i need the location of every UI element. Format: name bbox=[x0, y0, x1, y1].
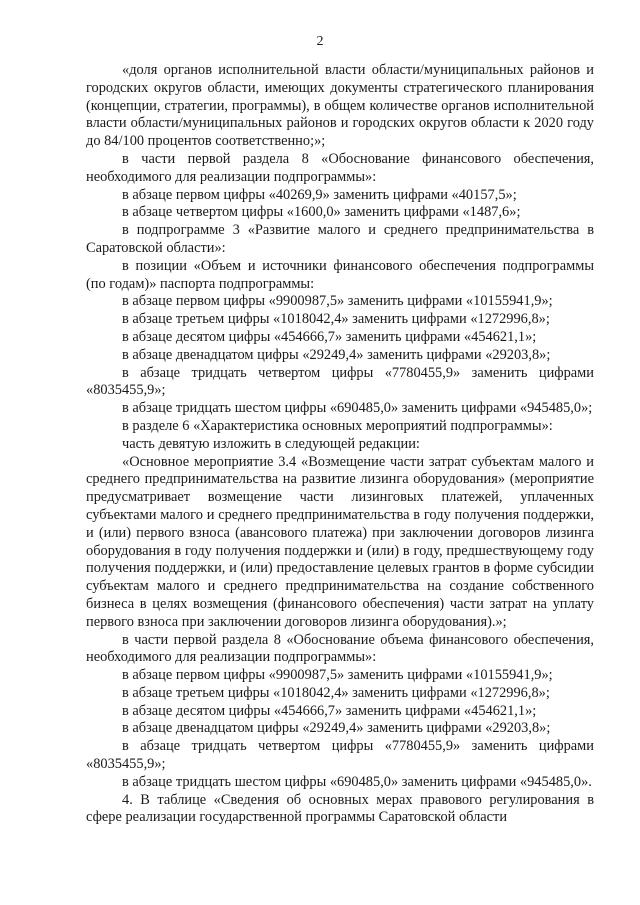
paragraph-1: «доля органов исполнительной власти области/муниципальных районов и городских округов области, имеющих документы стратегического планирования (концепции, стратегии, программы), в общем количестве органов исполнительной власти области/муниципальных районов и городских округов области к 2020 году до 84/100 процентов соответственно;»; bbox=[86, 62, 594, 150]
paragraph-10: в абзаце двенадцатом цифры «29249,4» заменить цифрами «29203,8»; bbox=[122, 346, 551, 363]
paragraph-21: в абзаце тридцать четвертом цифры «7780455,9» заменить цифрами «8035455,9»; bbox=[86, 738, 594, 773]
paragraph-14: часть девятую изложить в следующей редакции: bbox=[122, 435, 420, 452]
paragraph-23: 4. В таблице «Сведения об основных мерах правового регулирования в сфере реализации государственной программы Саратовской области bbox=[86, 791, 594, 826]
paragraph-8: в абзаце третьем цифры «1018042,4» заменить цифрами «1272996,8»; bbox=[122, 311, 550, 328]
page-number: 2 bbox=[316, 34, 324, 49]
paragraph-3: в абзаце первом цифры «40269,9» заменить цифрами «40157,5»; bbox=[122, 186, 517, 203]
paragraph-4: в абзаце четвертом цифры «1600,0» заменить цифрами «1487,6»; bbox=[122, 204, 521, 221]
paragraph-20: в абзаце двенадцатом цифры «29249,4» заменить цифрами «29203,8»; bbox=[122, 720, 551, 737]
paragraph-12: в абзаце тридцать шестом цифры «690485,0» заменить цифрами «945485,0»; bbox=[122, 400, 593, 417]
paragraph-17: в абзаце первом цифры «9900987,5» заменить цифрами «10155941,9»; bbox=[122, 667, 553, 684]
paragraph-2: в части первой раздела 8 «Обоснование финансового обеспечения, необходимого для реализации подпрограммы»: bbox=[86, 150, 594, 185]
paragraph-13: в разделе 6 «Характеристика основных мероприятий подпрограммы»: bbox=[122, 417, 553, 434]
document-body bbox=[86, 62, 594, 827]
paragraph-5: в подпрограмме 3 «Развитие малого и среднего предпринимательства в Саратовской области»: bbox=[86, 222, 594, 256]
paragraph-16: в части первой раздела 8 «Обоснование объема финансового обеспечения, необходимого для реализации подпрограммы»: bbox=[86, 631, 594, 666]
paragraph-7: в абзаце первом цифры «9900987,5» заменить цифрами «10155941,9»; bbox=[122, 293, 553, 310]
paragraph-6: в позиции «Объем и источники финансового обеспечения подпрограммы (по годам)» паспорта подпрограммы: bbox=[86, 257, 594, 292]
paragraph-9: в абзаце десятом цифры «454666,7» заменить цифрами «454621,1»; bbox=[122, 328, 537, 345]
paragraph-19: в абзаце десятом цифры «454666,7» заменить цифрами «454621,1»; bbox=[122, 702, 537, 719]
paragraph-18: в абзаце третьем цифры «1018042,4» заменить цифрами «1272996,8»; bbox=[122, 684, 550, 701]
paragraph-22: в абзаце тридцать шестом цифры «690485,0» заменить цифрами «945485,0». bbox=[122, 773, 592, 790]
paragraph-11: в абзаце тридцать четвертом цифры «7780455,9» заменить цифрами «8035455,9»; bbox=[86, 364, 594, 399]
paragraph-15: «Основное мероприятие 3.4 «Возмещение части затрат субъектам малого и среднего предпринимательства на развитие лизинга оборудования» (мероприятие предусматривает возмещение части лизинговых платежей, уплаченных субъектами малого и среднего предпринимательства в году получения поддержки, и (или) первого взноса (авансового платежа) при заключении договоров лизинга оборудования в году получения поддержки и (или) в году, предшествующему году получения поддержки, и (или) предоставление целевых грантов в форме субсидии субъектам малого и среднего предпринимательства на создание собственного бизнеса в целях возмещения (финансового обеспечения) части затрат на уплату первого взноса при заключении договоров лизинга оборудования).»; bbox=[86, 453, 594, 630]
